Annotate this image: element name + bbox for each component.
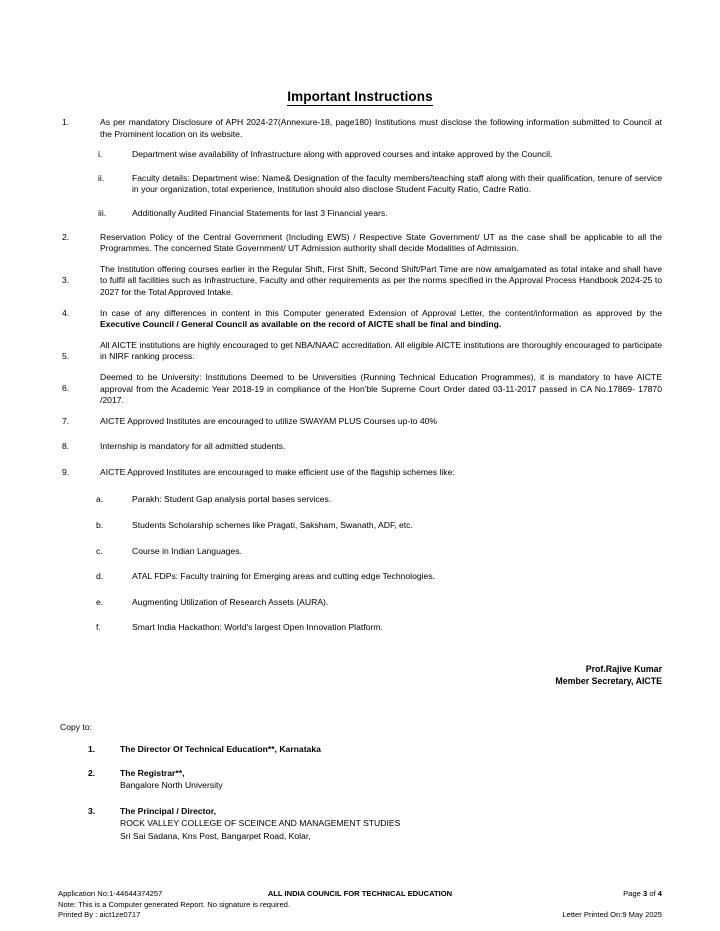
scheme-text: Parakh: Student Gap analysis portal bases services. bbox=[132, 494, 332, 505]
page-middle: of bbox=[647, 889, 658, 898]
signature-name: Prof.Rajive Kumar bbox=[585, 664, 662, 674]
instruction-item bbox=[62, 416, 662, 428]
page-number bbox=[623, 889, 662, 900]
instruction-text-bold: Executive Council / General Council as available on the record of AICTE shall be final and binding. bbox=[100, 319, 502, 330]
copy-to-line3: Sri Sai Sadana, Kns Post, Bangarpet Road, Kolar, bbox=[120, 830, 311, 841]
copy-to-marker: 3. bbox=[88, 805, 96, 816]
scheme-text: Course in Indian Languages. bbox=[132, 545, 242, 556]
scheme-marker: f. bbox=[96, 622, 101, 633]
scheme-text: Smart India Hackathon: World's largest Open Innovation Platform. bbox=[132, 622, 383, 633]
scheme-text: ATAL FDPs: Faculty training for Emerging areas and cutting edge Technologies. bbox=[132, 571, 436, 582]
copy-to-line2: Bangalore North University bbox=[120, 780, 223, 790]
instruction-marker: 9. bbox=[62, 466, 70, 477]
copy-to-entry bbox=[60, 743, 560, 756]
instruction-text: Deemed to be University: Institutions Deemed to be Universities (Running Technical Education Programmes), it is mandatory to have AICTE approval from the Academic Year 2018-19 in compliance of the Hon'ble Supreme Court Order dated 03-11-2017 passed in CA No.17869- 17870 /2017. bbox=[100, 371, 662, 406]
instruction-item bbox=[62, 467, 662, 479]
instruction-marker: 5. bbox=[62, 350, 70, 361]
page-current: 3 bbox=[642, 889, 648, 898]
instruction-item bbox=[62, 372, 662, 407]
copy-to-line1: The Director Of Technical Education**, Karnataka bbox=[120, 744, 321, 754]
application-number: Application No:1-44644374257 bbox=[58, 889, 163, 898]
scheme-text: Augmenting Utilization of Research Assets (AURA). bbox=[132, 596, 329, 607]
instruction-item bbox=[62, 264, 662, 299]
instruction-text: Reservation Policy of the Central Government (Including EWS) / Respective State Government/ UT as the case shall be applicable to all the Programmes. The concerned State Government/ UT Admission authority shall decide Modalities of Admission. bbox=[100, 231, 662, 254]
scheme-item bbox=[96, 571, 662, 583]
instruction-marker: 3. bbox=[62, 274, 70, 285]
instruction-text: AICTE Approved Institutes are encouraged to make efficient use of the flagship schemes like: bbox=[100, 466, 455, 477]
instruction-text: All AICTE institutions are highly encouraged to get NBA/NAAC accreditation. All eligible AICTE institutions are thoroughly encouraged to participate in NIRF ranking process. bbox=[100, 339, 662, 362]
printed-by: Printed By : aict1ze0717 bbox=[58, 910, 141, 920]
subitem-text: Additionally Audited Financial Statements for last 3 Financial years. bbox=[132, 207, 388, 218]
copy-to-body bbox=[120, 743, 560, 756]
copy-to-line1: The Principal / Director, bbox=[120, 805, 216, 816]
subitem-marker: iii. bbox=[98, 207, 107, 218]
page-footer bbox=[58, 889, 662, 921]
scheme-item bbox=[96, 494, 662, 506]
scheme-item bbox=[96, 622, 662, 634]
page-prefix: Page bbox=[623, 889, 643, 898]
subitem-marker: ii. bbox=[98, 172, 105, 183]
instruction-text: Internship is mandatory for all admitted students. bbox=[100, 441, 286, 452]
instruction-subitem bbox=[98, 208, 662, 220]
scheme-marker: d. bbox=[96, 571, 104, 582]
footer-organization: ALL INDIA COUNCIL FOR TECHNICAL EDUCATION bbox=[267, 889, 453, 898]
instruction-marker: 2. bbox=[62, 231, 70, 242]
instruction-item bbox=[62, 232, 662, 255]
subitem-text: Department wise availability of Infrastructure along with approved courses and intake approved by the Council. bbox=[132, 149, 553, 160]
instruction-marker: 4. bbox=[62, 307, 70, 318]
scheme-marker: e. bbox=[96, 596, 104, 607]
copy-to-list bbox=[60, 743, 560, 853]
instruction-text: The Institution offering courses earlier in the Regular Shift, First Shift, Second Shift/Part Time are now amalgamated as total intake and shall have to fulfil all facilities such as Infrastructure, Faculty and other requirements as per the norms specified in the Approval Process Handbook 2024-25 to 2027 for the Total Approved Intake. bbox=[100, 263, 662, 297]
footer-row-1 bbox=[58, 889, 662, 900]
instruction-marker: 6. bbox=[62, 382, 70, 393]
footer-row-3 bbox=[58, 910, 662, 921]
scheme-marker: a. bbox=[96, 494, 104, 505]
copy-to-marker: 2. bbox=[88, 767, 96, 778]
scheme-item bbox=[96, 546, 662, 558]
instruction-marker: 8. bbox=[62, 441, 70, 452]
copy-to-body bbox=[120, 767, 560, 792]
copy-to-entry bbox=[60, 767, 560, 792]
copy-to-line1: The Registrar**, bbox=[120, 767, 185, 778]
instruction-marker: 7. bbox=[62, 415, 70, 426]
scheme-marker: b. bbox=[96, 520, 104, 531]
instruction-subitem bbox=[98, 149, 662, 161]
subitem-marker: i. bbox=[98, 149, 103, 160]
signature-designation: Member Secretary, AICTE bbox=[555, 675, 662, 686]
scheme-text: Students Scholarship schemes like Pragati, Saksham, Swanath, ADF, etc. bbox=[132, 520, 413, 531]
scheme-item bbox=[96, 520, 662, 532]
instruction-marker: 1. bbox=[62, 117, 70, 127]
instruction-text-regular: In case of any differences in content in this Computer generated Extension of Approval Letter, the content/information as approved by the bbox=[100, 307, 662, 318]
instruction-item bbox=[62, 340, 662, 363]
copy-to-line2: ROCK VALLEY COLLEGE OF SCEINCE AND MANAGEMENT STUDIES bbox=[120, 818, 401, 828]
scheme-item bbox=[96, 597, 662, 609]
instruction-subitem bbox=[98, 173, 662, 196]
instruction-item bbox=[62, 117, 662, 140]
copy-to-label: Copy to: bbox=[60, 722, 93, 732]
page-title bbox=[0, 89, 720, 104]
scheme-marker: c. bbox=[96, 545, 103, 556]
footer-note: Note: This is a Computer generated Report. No signature is required. bbox=[58, 899, 291, 909]
instruction-text: AICTE Approved Institutes are encouraged to utilize SWAYAM PLUS Courses up-to 40% bbox=[100, 415, 438, 426]
copy-to-entry bbox=[60, 805, 560, 843]
page-total: 4 bbox=[657, 889, 662, 898]
copy-to-marker: 1. bbox=[88, 744, 96, 754]
instruction-item bbox=[62, 308, 662, 331]
footer-row-2 bbox=[58, 900, 662, 911]
instruction-item bbox=[62, 441, 662, 453]
instruction-text bbox=[100, 308, 662, 331]
page-title-text: Important Instructions bbox=[287, 89, 433, 104]
instructions-list bbox=[62, 117, 662, 648]
subitem-text: Faculty details: Department wise: Name& Designation of the faculty members/teaching staff along with their qualification, tenure of service in your organization, total experience, Institution should also disclose Student Faculty Ratio, Cadre Ratio. bbox=[132, 172, 662, 195]
printed-on: Letter Printed On:9 May 2025 bbox=[562, 910, 662, 920]
signature-block bbox=[0, 664, 662, 687]
instruction-text: As per mandatory Disclosure of APH 2024-27(Annexure-18, page180) Institutions must disclose the following information submitted to Council at the Prominent location on its website. bbox=[100, 117, 662, 139]
copy-to-body bbox=[120, 805, 560, 843]
